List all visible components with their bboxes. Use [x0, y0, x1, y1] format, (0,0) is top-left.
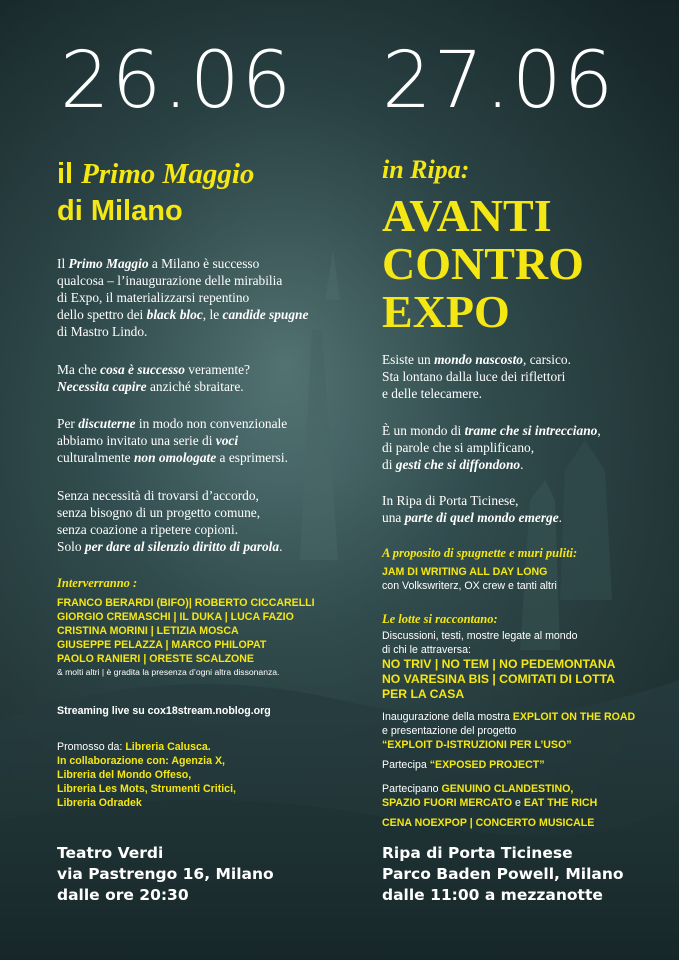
p-line [382, 351, 571, 368]
text: Il [57, 256, 69, 271]
venue-address: via Pastrengo 16, Milano [57, 865, 274, 883]
p-line: e delle telecamere. [382, 386, 482, 401]
text: , le [202, 307, 223, 322]
speaker-line: GIORGIO CREMASCHI | IL DUKA | LUCA FAZIO [57, 611, 294, 623]
participant: GENUINO CLANDESTINO, [441, 783, 574, 795]
text: Partecipa [382, 759, 430, 771]
text: di Mastro Lindo. [57, 324, 148, 339]
closing-line: senza coazione a ripetere copioni. [57, 522, 239, 537]
closing-line: senza bisogno di un progetto comune, [57, 505, 261, 520]
left-title-line1 [57, 157, 254, 192]
project-title: “EXPLOIT D-ISTRUZIONI PER L’USO” [382, 739, 572, 751]
text: a esprimersi. [216, 450, 288, 465]
text: in modo non convenzionale [135, 416, 288, 431]
venue-name: Ripa di Porta Ticinese [382, 844, 573, 862]
struggles-item: PER LA CASA [382, 687, 465, 701]
speaker-line: CRISTINA MORINI | LETIZIA MOSCA [57, 625, 239, 637]
text: , carsico. [523, 352, 571, 367]
writing-crews: con Volkswriterz, OX crew e tanti altri [382, 580, 557, 592]
intro-line [57, 306, 308, 323]
question-line [57, 378, 250, 395]
venue-time: dalle 11:00 a mezzanotte [382, 886, 603, 904]
right-paragraph-2 [382, 422, 601, 473]
text-emph: per dare al silenzio diritto di parola [84, 539, 280, 554]
question-line [57, 361, 250, 378]
promoted-by: Libreria Calusca. [125, 741, 211, 753]
participant: EAT THE RICH [523, 797, 598, 809]
p-line [382, 456, 601, 473]
writing-section [382, 546, 577, 593]
closing-line [57, 538, 282, 555]
left-title-prefix: il [57, 158, 82, 190]
discussion-line [57, 432, 288, 449]
text: dello spettro dei [57, 307, 147, 322]
text: culturalmente [57, 450, 134, 465]
headline-line: CONTRO [382, 238, 584, 289]
text: di Expo, il materializzarsi repentino [57, 290, 250, 305]
struggles-text: di chi le attraversa: [382, 644, 471, 656]
p-line: In Ripa di Porta Ticinese, [382, 493, 519, 508]
venue-address: Parco Baden Powell, Milano [382, 865, 624, 883]
text: Inaugurazione della mostra [382, 711, 513, 723]
participants-line [382, 782, 597, 796]
intro-line [57, 323, 308, 340]
text: e [512, 797, 524, 809]
right-paragraph-1 [382, 351, 571, 402]
text-emph: mondo nascosto [434, 352, 523, 367]
participants-section [382, 782, 597, 810]
speakers-note: & molti altri | è gradita la presenza d’ogni altra dissonanza. [57, 667, 280, 677]
text-emph: Necessita capire [57, 379, 147, 394]
collab-line: Libreria Les Mots, Strumenti Critici, [57, 783, 236, 795]
text: Partecipano [382, 783, 442, 795]
p-line: di parole che si amplificano, [382, 440, 535, 455]
right-paragraph-3 [382, 492, 562, 526]
exhibition-title: EXPLOIT ON THE ROAD [512, 711, 636, 723]
promoters-section [57, 740, 236, 810]
speakers-section [57, 576, 315, 678]
participants-line [382, 796, 597, 810]
date-right: 27.06 [382, 36, 616, 126]
text: Esiste un [382, 352, 435, 367]
participant: SPAZIO FUORI MERCATO [382, 797, 513, 809]
right-venue [382, 843, 624, 906]
left-question-paragraph [57, 361, 250, 395]
text: veramente? [184, 362, 250, 377]
text-emph: parte di quel mondo emerge [404, 510, 559, 525]
left-venue [57, 843, 274, 906]
headline-line: AVANTI [382, 190, 552, 241]
intro-line [57, 272, 308, 289]
speaker-line: GIUSEPPE PELAZZA | MARCO PHILOPAT [57, 639, 267, 651]
text-emph: Primo Maggio [68, 256, 149, 271]
speakers-label: Interverranno : [57, 576, 138, 590]
intro-line [57, 289, 308, 306]
text: qualcosa – l’inaugurazione delle mirabilia [57, 273, 283, 288]
text-emph: black bloc [146, 307, 203, 322]
writing-label: A proposito di spugnette e muri puliti: [382, 546, 578, 560]
discussion-line [57, 415, 288, 432]
right-headline [382, 192, 584, 336]
text: abbiamo invitato una serie di [57, 433, 216, 448]
left-title-italic: Primo Maggio [81, 158, 255, 190]
p-line: Sta lontano dalla luce dei riflettori [382, 369, 566, 384]
struggles-text: Discussioni, testi, mostre legate al mondo [382, 630, 578, 642]
text: . [520, 457, 524, 472]
text-emph: voci [215, 433, 239, 448]
text-emph: gesti che si diffondono [395, 457, 521, 472]
text: Solo [57, 539, 85, 554]
text-emph: cosa è successo [100, 362, 185, 377]
text: una [382, 510, 405, 525]
text: . [558, 510, 563, 525]
closing-line: Senza necessità di trovarsi d’accordo, [57, 488, 259, 503]
speaker-line: FRANCO BERARDI (BIFO)| ROBERTO CICCARELLI [57, 597, 315, 609]
struggles-label: Le lotte si raccontano: [382, 612, 498, 626]
struggles-item: NO TRIV | NO TEM | NO PEDEMONTANA [382, 657, 616, 671]
text: Ma che [57, 362, 101, 377]
collab-line: Libreria Odradek [57, 797, 142, 809]
text-emph: non omologate [133, 450, 217, 465]
streaming-text: Streaming live su cox18stream.noblog.org [57, 705, 271, 717]
dinner-concert: CENA NOEXPOP | CONCERTO MUSICALE [382, 817, 595, 829]
speaker-line: PAOLO RANIERI | ORESTE SCALZONE [57, 653, 254, 665]
text-emph: candide spugne [222, 307, 309, 322]
promoted-label: Promosso da: [57, 741, 126, 753]
headline-line: EXPO [382, 286, 510, 337]
struggles-section [382, 612, 615, 702]
left-discussion-paragraph [57, 415, 288, 466]
struggles-item: NO VARESINA BIS | COMITATI DI LOTTA [382, 672, 615, 686]
left-closing-paragraph [57, 487, 282, 555]
intro-line [57, 255, 308, 272]
exhibition-line [382, 710, 635, 724]
text: a Milano è successo [148, 256, 260, 271]
text: È un mondo di [382, 423, 465, 438]
text-emph: trame che si intrecciano [464, 423, 598, 438]
promoted-line [57, 740, 236, 754]
exposed-line [382, 758, 545, 772]
discussion-line [57, 449, 288, 466]
collab-line: Libreria del Mondo Offeso, [57, 769, 192, 781]
text: anziché sbraitare. [146, 379, 244, 394]
date-left: 26.06 [60, 36, 294, 126]
venue-name: Teatro Verdi [57, 844, 164, 862]
left-title-line2: di Milano [57, 195, 183, 227]
text: di [382, 457, 396, 472]
left-intro-paragraph [57, 255, 308, 340]
collab-line: In collaborazione con: Agenzia X, [57, 755, 225, 767]
text: . [279, 539, 283, 554]
right-subtitle: in Ripa: [382, 155, 470, 184]
text: Per [57, 416, 79, 431]
exhibition-section [382, 710, 635, 752]
exhibition-line: e presentazione del progetto [382, 725, 517, 737]
exposed-project: “EXPOSED PROJECT” [429, 759, 545, 771]
text-emph: discuterne [78, 416, 136, 431]
p-line [382, 422, 601, 439]
writing-highlight: JAM DI WRITING ALL DAY LONG [382, 566, 548, 578]
venue-time: dalle ore 20:30 [57, 886, 189, 904]
text: , [597, 423, 601, 438]
p-line [382, 509, 562, 526]
